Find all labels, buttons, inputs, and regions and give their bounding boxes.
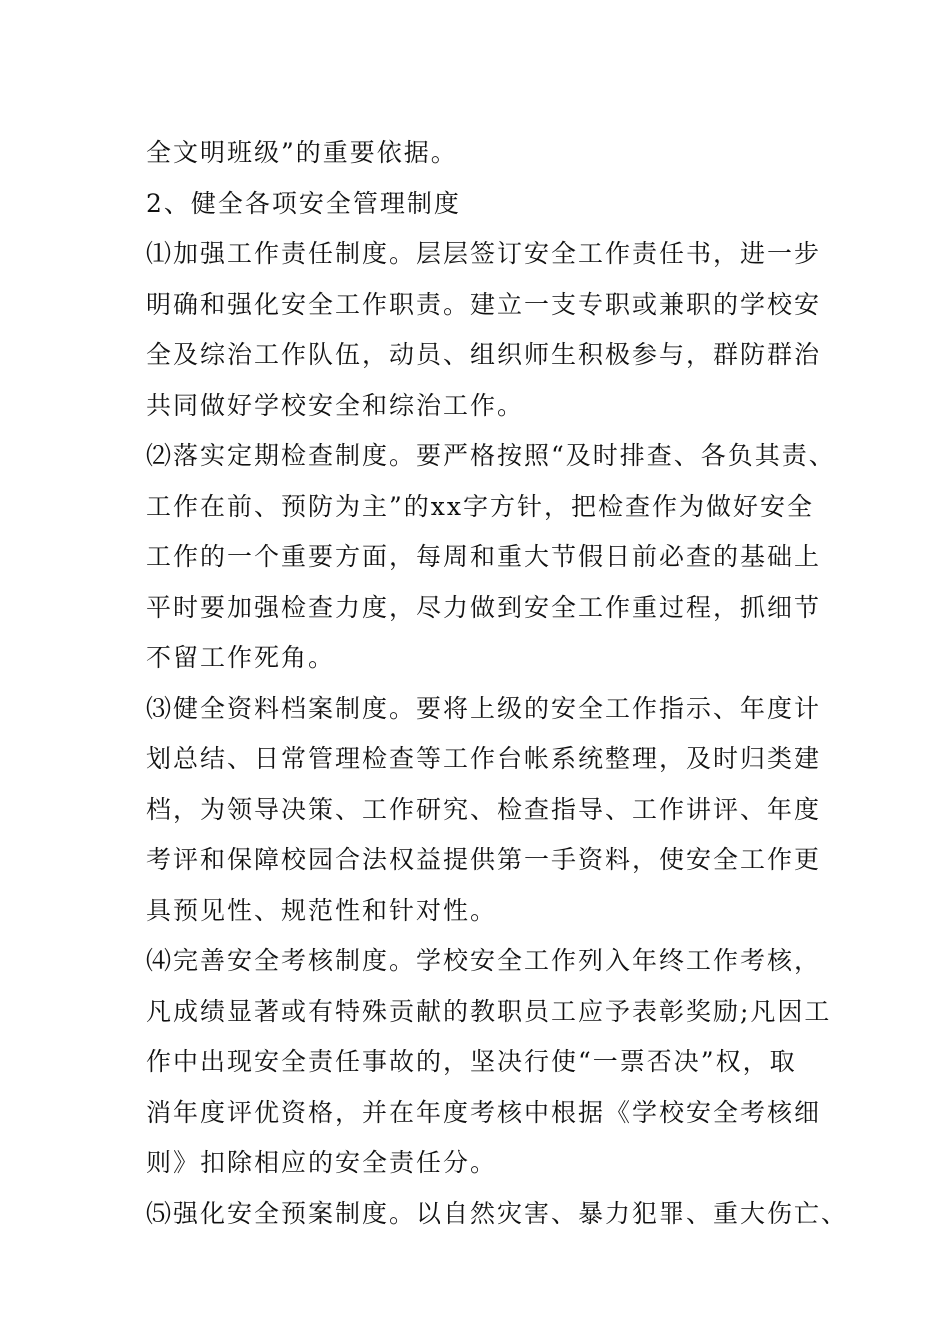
text-line: 具预见性、规范性和针对性。 xyxy=(146,895,498,925)
body-text xyxy=(146,128,849,1239)
text-line: 全文明班级”的重要依据。 xyxy=(146,138,458,167)
text-line: ⑵落实定期检查制度。要严格按照“及时排查、各负其责、 xyxy=(146,441,836,470)
text-line: 不留工作死角。 xyxy=(146,643,336,672)
text-line: 工作在前、预防为主”的xx字方针，把检查作为做好安全 xyxy=(146,491,814,521)
text-line: ⑷完善安全考核制度。学校安全工作列入年终工作考核， xyxy=(146,946,822,975)
text-line: ⑶健全资料档案制度。要将上级的安全工作指示、年度计 xyxy=(146,693,822,723)
text-line: 工作的一个重要方面，每周和重大节假日前必查的基础上 xyxy=(146,542,822,571)
text-line: 明确和强化安全工作职责。建立一支专职或兼职的学校安 xyxy=(146,289,822,319)
text-line: 考评和保障校园合法权益提供第一手资料，使安全工作更 xyxy=(146,845,822,874)
text-line: ⑴加强工作责任制度。层层签订安全工作责任书，进一步 xyxy=(146,239,822,268)
text-line: 平时要加强检查力度，尽力做到安全工作重过程，抓细节 xyxy=(146,592,822,622)
text-line: 消年度评优资格，并在年度考核中根据《学校安全考核细 xyxy=(146,1097,822,1127)
text-line: 共同做好学校安全和综治工作。 xyxy=(146,390,525,420)
text-line: ⑸强化安全预案制度。以自然灾害、暴力犯罪、重大伤亡、 xyxy=(146,1198,849,1228)
text-line: 划总结、日常管理检查等工作台帐系统整理，及时归类建 xyxy=(146,744,822,773)
text-line: 档，为领导决策、工作研究、检查指导、工作讲评、年度 xyxy=(146,794,822,824)
text-line: 则》扣除相应的安全责任分。 xyxy=(146,1148,498,1177)
section-heading: 2、健全各项安全管理制度 xyxy=(146,188,461,218)
text-line: 凡成绩显著或有特殊贡献的教职员工应予表彰奖励;凡因工 xyxy=(146,996,832,1026)
text-line: 全及综治工作队伍，动员、组织师生积极参与，群防群治 xyxy=(146,340,822,369)
text-line: 作中出现安全责任事故的，坚决行使“一票否决”权，取 xyxy=(146,1047,797,1076)
